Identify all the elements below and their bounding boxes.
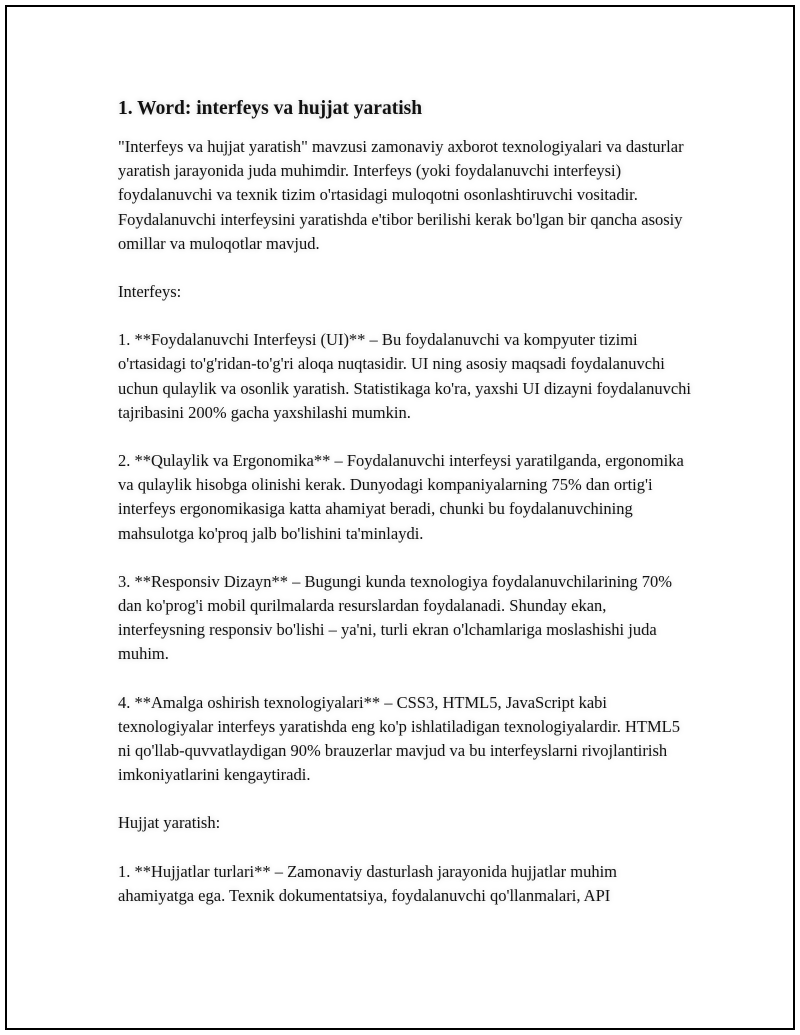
hujjat-item-types: 1. **Hujjatlar turlari** – Zamonaviy dasturlash jarayonida hujjatlar muhim ahamiyatga ega. Texnik dokumentatsiya, foydalanuvchi qo'llanmalari, API: [118, 861, 617, 905]
interfeys-item-ergonomics: 2. **Qulaylik va Ergonomika** – Foydalanuvchi interfeysi yaratilganda, ergonomika va qulaylik hisobga olinishi kerak. Dunyodagi kompaniyalarning 75% dan ortig'i interfeys ergonomikasiga katta ahamiyat beradi, chunki bu foydalanuvchining mahsulotga ko'proq jalb bo'lishini ta'minlaydi.: [118, 451, 684, 543]
document-page: [5, 5, 795, 1030]
interfeys-item-responsive: 3. **Responsiv Dizayn** – Bugungi kunda texnologiya foydalanuvchilarining 70% dan ko'prog'i mobil qurilmalarda resurslardan foydalanadi. Shunday ekan, interfeysning responsiv bo'lishi – ya'ni, turli ekran o'lchamlariga moslashishi juda muhim.: [118, 571, 673, 664]
intro-paragraph: "Interfeys va hujjat yaratish" mavzusi zamonaviy axborot texnologiyalari va dasturlar yaratish jarayonida juda muhimdir. Interfeys (yoki foydalanuvchi interfeysi) foydalanuvchi va texnik tizim o'rtasidagi muloqotni osonlashtiruvchi vositadir. Foydalanuvchi interfeysini yaratishda e'tibor berilishi kerak bo'lgan bir qancha asosiy omillar va muloqotlar mavjud.: [118, 137, 684, 253]
interfeys-heading: Interfeys:: [118, 282, 182, 302]
document-body: [118, 97, 693, 932]
interfeys-item-technologies: 4. **Amalga oshirish texnologiyalari** – CSS3, HTML5, JavaScript kabi texnologiyalar interfeys yaratishda eng ko'p ishlatiladigan texnologiyalardir. HTML5 ni qo'llab-quvvatlaydigan 90% brauzerlar mavjud va bu interfeyslarni rivojlantirish imkoniyatlarini kengaytiradi.: [118, 692, 680, 785]
interfeys-item-ui: 1. **Foydalanuvchi Interfeysi (UI)** – Bu foydalanuvchi va kompyuter tizimi o'rtasidagi to'g'ridan-to'g'ri aloqa nuqtasidir. UI ning asosiy maqsadi foydalanuvchi uchun qulaylik va osonlik yaratish. Statistikaga ko'ra, yaxshi UI dizayni foydalanuvchi tajribasini 200% gacha yaxshilashi mumkin.: [118, 330, 692, 422]
document-title: 1. Word: interfeys va hujjat yaratish: [118, 98, 423, 119]
hujjat-heading: Hujjat yaratish:: [118, 813, 221, 833]
